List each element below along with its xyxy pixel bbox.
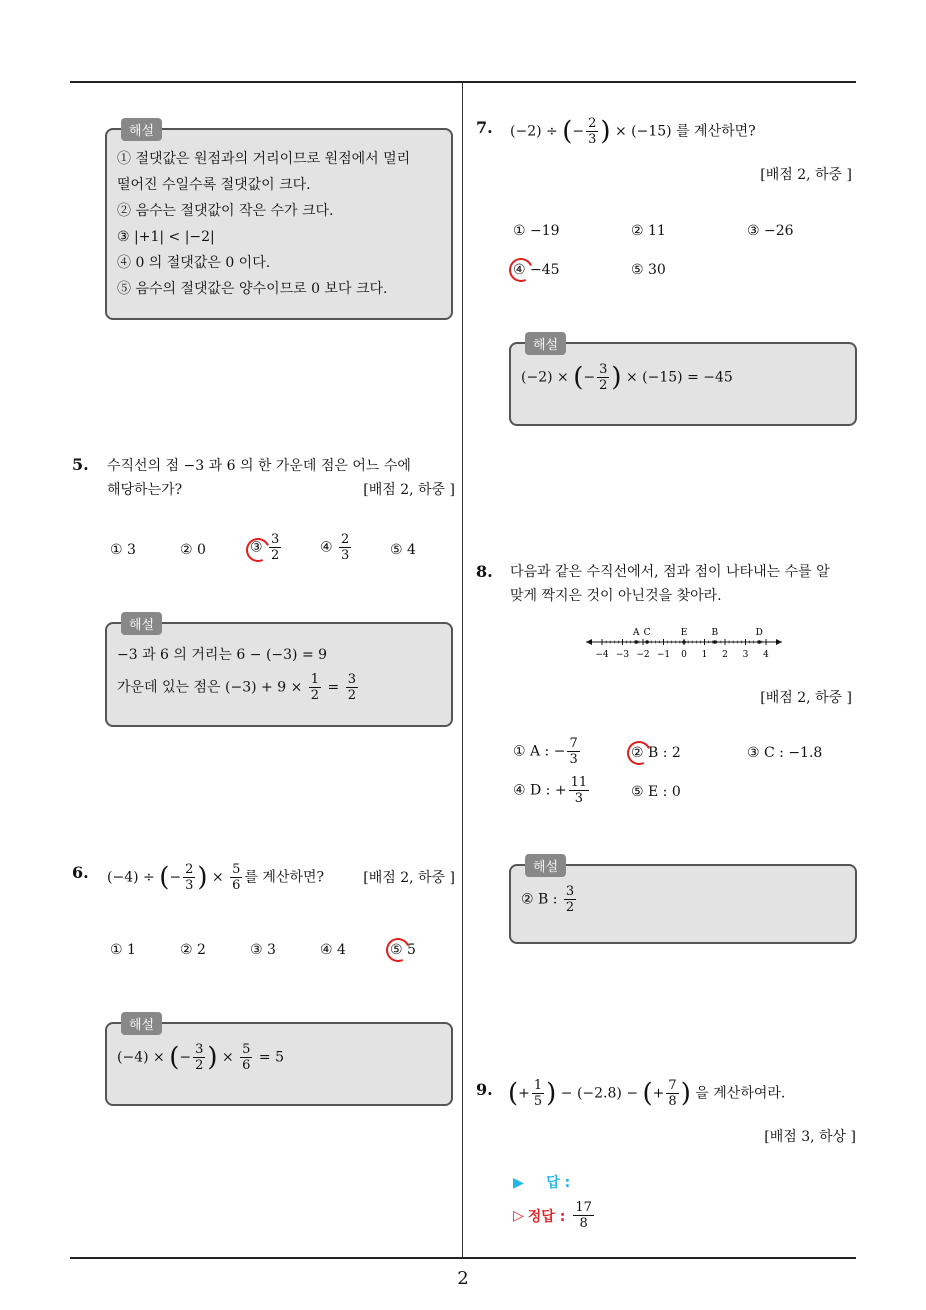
q8-option-3[interactable]: ③ C : −1.8 [747, 745, 823, 761]
q7-option-1[interactable]: ① −19 [513, 223, 560, 239]
q5-number: 5. [72, 455, 89, 474]
tick-label: 3 [742, 650, 749, 660]
q8-number: 8. [476, 562, 493, 581]
number-line-point [682, 640, 686, 644]
solution-line: ④ 0 의 절댓값은 0 이다. [117, 255, 271, 271]
q9-expression: (+ $\frac{1}{5}$ ) − (−2.8) − (+ $\frac{7}{8}$ ) 을 계산하여라. [508, 1078, 786, 1109]
q6-text [107, 862, 455, 893]
q6-score: [배점 2, 하중 ] [363, 869, 455, 886]
number-line-point [645, 640, 649, 644]
q5-solution-line1: −3 과 6 의 거리는 6 − (−3) = 9 [117, 647, 328, 663]
solution-line: 떨어진 수일수록 절댓값이 크다. [117, 177, 311, 193]
solution-line: ② 음수는 절댓값이 작은 수가 크다. [117, 203, 334, 219]
bottom-rule [70, 1257, 856, 1259]
q7-option-4[interactable]: ④ −45 [513, 262, 560, 278]
tick-label: 4 [763, 650, 769, 660]
q9-number: 9. [476, 1080, 493, 1099]
answer-row [513, 1172, 570, 1192]
q6-option-1[interactable]: ① 1 [110, 942, 136, 958]
fraction: $\frac{3}{2}$ [599, 362, 608, 393]
page-number: 2 [457, 1268, 469, 1289]
correct-arrow-icon: ▷ [513, 1207, 524, 1224]
arrow-right-icon [776, 639, 782, 645]
q7-option-2[interactable]: ② 11 [631, 223, 666, 239]
fraction: $\frac{3}{2}$ [195, 1042, 204, 1073]
q6-option-2[interactable]: ② 2 [180, 942, 206, 958]
point-label: A [632, 628, 640, 638]
q5-option-3-marker: ③ [250, 539, 263, 556]
fraction: $\frac{1}{2}$ [310, 672, 320, 703]
tick-label: 0 [681, 650, 687, 660]
q5-solution-box [105, 618, 453, 727]
q7-solution-text: (−2) × (− $\frac{3}{2}$ ) × (−15) = −45 [521, 362, 733, 393]
fraction: $\frac{7}{8}$ [668, 1078, 677, 1109]
q7-option-3[interactable]: ③ −26 [747, 223, 794, 239]
q7-option-5[interactable]: ⑤ 30 [631, 262, 666, 278]
number-line-point [713, 640, 717, 644]
answer-arrow-icon: ▶ [513, 1175, 524, 1191]
q5-text-line1: 수직선의 점 −3 과 6 의 한 가운데 점은 어느 수에 [107, 458, 411, 474]
tick-label: 2 [722, 650, 728, 660]
q5-text [107, 454, 455, 502]
answer-label: 답 : [546, 1175, 571, 1191]
tick-label: −2 [636, 650, 650, 660]
q8-solution-box [509, 860, 857, 944]
correct-answer-value: $\frac{17}{8}$ [575, 1200, 592, 1231]
q5-option-4-marker: ④ [320, 539, 333, 556]
point-label: C [643, 628, 651, 638]
answer-mark-circle [506, 255, 537, 286]
q8-option-4[interactable]: ④ D : + $\frac{11}{3}$ [513, 775, 588, 806]
tick-label: 1 [701, 650, 708, 660]
q4-solution-text [117, 146, 441, 302]
fraction: $\frac{2}{3}$ [185, 862, 194, 893]
solution-tag: 해설 [525, 854, 566, 877]
q4-solution-box [105, 124, 453, 320]
q8-score: [배점 2, 하중 ] [760, 690, 852, 706]
answer-mark-circle [624, 738, 655, 769]
tick-label: −1 [656, 650, 671, 660]
solution-tag: 해설 [121, 1012, 162, 1035]
q7-score: [배점 2, 하중 ] [760, 167, 852, 183]
fraction: $\frac{11}{3}$ [570, 775, 588, 806]
q5-option-4[interactable] [320, 532, 353, 563]
point-label: D [755, 628, 763, 638]
q5-solution-text [117, 642, 441, 703]
correct-label: 정답 : [527, 1208, 566, 1225]
q7-number: 7. [476, 118, 493, 137]
arrow-left-icon [586, 639, 592, 645]
fraction: $\frac{7}{3}$ [569, 736, 578, 767]
q5-option-5[interactable]: ⑤ 4 [390, 542, 416, 558]
fraction: $\frac{2}{3}$ [341, 532, 350, 563]
column-divider [462, 83, 463, 1257]
point-label: E [680, 628, 688, 638]
correct-answer-row [513, 1200, 596, 1231]
q6-solution-text: (−4) × (− $\frac{3}{2}$ ) × $\frac{5}{6}$ = 5 [117, 1042, 284, 1073]
q6-solution-box [105, 1018, 453, 1106]
q8-option-5[interactable]: ⑤ E : 0 [631, 784, 681, 800]
solution-tag: 해설 [525, 332, 566, 355]
q6-option-4[interactable]: ④ 4 [320, 942, 346, 958]
solution-tag: 해설 [121, 612, 162, 635]
q7-expression: (−2) ÷ (− $\frac{2}{3}$ ) × (−15) 를 계산하면? [510, 116, 756, 147]
answer-mark-circle [383, 935, 414, 966]
q8-text [510, 560, 860, 608]
top-rule [70, 81, 856, 83]
number-line [582, 622, 787, 664]
tick-label: −3 [615, 650, 630, 660]
number-line-point [634, 640, 638, 644]
fraction: $\frac{5}{6}$ [232, 862, 241, 893]
q6-number: 6. [72, 863, 89, 882]
solution-line: ① 절댓값은 원점과의 거리이므로 원점에서 멀리 [117, 151, 411, 167]
q5-solution-line2: 가운데 있는 점은 (−3) + 9 × $\frac{1}{2}$ = $\frac{3}{2}$ [117, 672, 356, 703]
q5-score: [배점 2, 하중 ] [363, 482, 455, 498]
number-line-point [757, 640, 761, 644]
q8-solution-text: ② B : $\frac{3}{2}$ [521, 884, 575, 915]
point-label: B [711, 628, 719, 638]
solution-line: ③ |+1| < |−2| [117, 229, 215, 245]
fraction: $\frac{3}{2}$ [347, 672, 356, 703]
q5-option-1[interactable]: ① 3 [110, 542, 136, 558]
q6-expression: (−4) ÷ (− $\frac{2}{3}$ ) × $\frac{5}{6}$ 를 계산하면? [107, 862, 325, 893]
q6-option-3[interactable]: ③ 3 [250, 942, 276, 958]
q5-option-2[interactable]: ② 0 [180, 542, 206, 558]
fraction: $\frac{5}{6}$ [242, 1042, 251, 1073]
q8-text-line2: 맞게 짝지은 것이 아닌것을 찾아라. [510, 588, 722, 604]
fraction: $\frac{1}{5}$ [533, 1078, 543, 1109]
q8-option-1[interactable]: ① A : − $\frac{7}{3}$ [513, 736, 578, 767]
q5-text-line2: 해당하는가? [107, 482, 183, 498]
q7-solution-box [509, 338, 857, 426]
solution-line: ⑤ 음수의 절댓값은 양수이므로 0 보다 크다. [117, 281, 388, 297]
q8-option-2[interactable]: ② B : 2 [631, 745, 681, 761]
q8-text-line1: 다음과 같은 수직선에서, 점과 점이 나타내는 수를 알 [510, 564, 830, 580]
q9-score: [배점 3, 하상 ] [764, 1129, 856, 1145]
fraction: $\frac{3}{2}$ [271, 532, 280, 563]
fraction: $\frac{3}{2}$ [565, 884, 575, 915]
q6-option-5[interactable]: ⑤ 5 [390, 942, 416, 958]
solution-tag: 해설 [121, 118, 162, 141]
tick-label: −4 [595, 650, 609, 660]
fraction: $\frac{2}{3}$ [588, 116, 597, 147]
